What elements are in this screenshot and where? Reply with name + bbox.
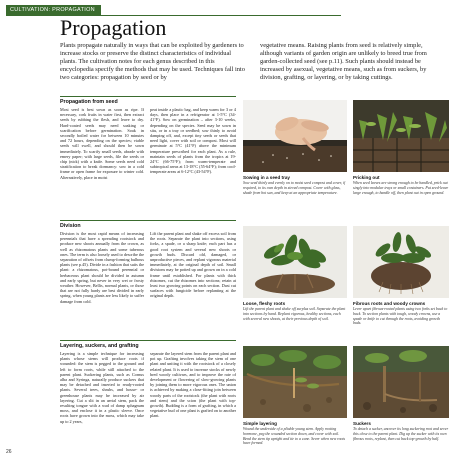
photo-caption-text: Lift the parent plant and shake off surplus soil. Separate the plant into sections by hand. Replant vigorous, healthy sections, each with several new shoots, at their previous depth of soil. — [243, 307, 346, 321]
layering-text-col1: Layering is a simple technique for increasing plants whose stems will produce roots if wounded: the stem is pegged to the ground and left to form roots, while still attached to the parent plant. Suckering plants, such as Cornus alba and Syringa, naturally produce suckers that may be detached and inserted to ready-rooted plants. Several trees, shrubs, and house- or greenhouse plants may be increased by air layering. Cut a slit in an aerial stem, pack the resulting tongue with a wad of damp sphagnum moss, and enclose it in a plastic sleeve. Once roots have grown into the moss, which may take up to 2 years, — [60, 351, 144, 424]
photo-caption-text: Wound the underside of a pliable young stem. Apply rooting hormone, peg the wounded section down, and cover with soil. Bend the stem tip upright and tie to a cane. Sever when new roots have formed. — [243, 427, 346, 446]
layering-text-col2: separate the layered stem from the parent plant and pot up. Grafting involves taking the stem of one plant and uniting it with the rootstock of a closely related plant. It is used to increase stocks of newly bred woody cultivars, and to improve the rate of development or flowering of slow-growing plants by joining them to more vigorous ones. The union is achieved by making a close-fitting join between woody parts of the rootstock (the plant with roots and stem) and the scion (the plant with top-growth). Budding is a form of grafting, in which a vegetative bud of one plant is grafted on to another plant. — [150, 351, 236, 419]
seed-heading: Propagation from seed — [60, 99, 118, 105]
seed-text-col2: peat inside a plastic bag, and keep warm for 3 or 4 days, then place in a refrigerator at 1-5°C (34-41°F). Sow on germination – after 3-10 weeks, depending on the species. Seed may be sown in situ, or in a tray or seedbed; sow thinly to avoid damping off, and, except tiny seeds or seeds that need light, cover with soil or compost. Most will germinate at 5°C (41°F) above the minimum temperature prescribed for each plant. As a rule, maintain seeds of plants from the tropics at 19-24°C (66-75°F); from warm-temperate and subtropical areas at 13-18°C (55-64°F); from cool-temperate areas at 6-12°C (43-54°F). — [150, 107, 236, 175]
photo-caption-title: Pricking out — [353, 175, 380, 180]
division-text-col2: Lift the parent plant and shake off excess soil from the roots. Separate the plant into sections, using forks, a spade, or a sharp knife; each part has a good root system and several new shoots or growth buds. Discard old, damaged, or unproductive pieces, and replant vigorous material immediately, at the original depth of soil. Small divisions may be potted up and grown on in a cold frame until established. For plants with thick rhizomes, cut the rhizomes into sections; retain at least two growing points on each section. Dust cut surfaces with fungicide before replanting at the original depth. — [150, 231, 236, 299]
seed-text-col1: Most seed is best sown as soon as ripe. If necessary, cork fruits in water first, then extract seeds by rubbing the flesh, and leave to dry. Hard-coated seeds may need soaking or scarification before germination. Soak in secondly boiled water for between 10 minutes and 72 hours, depending on the species; viable seeds will swell, and should then be sown immediately. To scarify small seeds, abrade with emery paper; with large seeds, file the seeds or chip (nick) with a knife. Some seeds need cold stratification to break dormancy: sow in a cold frame or open frame for exposure to winter cold. Alternatively, place in moist — [60, 107, 144, 180]
intro-left-column: Plants propagate naturally in ways that can be exploited by gardeners to increase stocks or preserve the distinct characteristics of individual plants. The cultivation notes for each genus described in this encyclopedia specify the methods that may be used. Techniques fall into two categories: propagation by seed or by — [60, 42, 245, 81]
photo-caption-text: When seed leaves are strong enough to be handled, prick out singly into modular trays or small containers. Put seed-leave large enough, to handle off, then plant out in open ground. — [353, 181, 449, 195]
photo-caption-title: Sowing in a seed tray — [243, 175, 290, 180]
sowing-photo — [243, 100, 347, 172]
running-head-label: CULTIVATION: PROPAGATION — [10, 7, 95, 13]
photo-caption-title: Suckers — [353, 421, 371, 426]
page-number: 26 — [6, 449, 12, 455]
section-rule — [60, 96, 236, 97]
photo-caption-text: To detach a sucker, uncover its long suckering root and sever this close to the parent plant. Dig up the sucker with its own fibrous roots, replant, then cut back top-growth by half. — [353, 427, 449, 441]
running-head-rule — [6, 15, 341, 16]
page-title: Propagation — [60, 15, 167, 40]
photo-caption-text: Lever apart fibrous-rooted plants using two forks set back to back. To section plants with tough, woody crowns, use a spade or knife to cut through the roots, avoiding growth buds. — [353, 307, 448, 326]
suckers-photo — [353, 346, 449, 418]
photo-caption-text: Sow seed thinly and evenly on to moist seed compost and cover, if required, to its own depth in sieved compost. Cover with glass, shade from hot sun, and keep at an appropriate temperature. — [243, 181, 346, 195]
division-text-col1: Division is the most rapid means of increasing perennials that have a spreading rootstock and produce new shoots annually from the crown, as well as rhizomatous plants and some tuberous ones. The term is also loosely used to describe the separation of offsets from clump-forming bulbous plants (see p.45). Divide in a fashion that suits the plant: a rhizomatous, pot-bound perennial or herbaceous plant should be divided in autumn and early spring, but never in very wet or frosty weather. However, Bellis, normal plants, or those that are not fully hardy are best divided in early spring, when young plants are less likely to suffer damage from cold. — [60, 231, 144, 304]
fibrous-roots-photo — [353, 226, 449, 298]
section-rule — [60, 220, 236, 221]
fleshy-roots-photo — [243, 226, 347, 298]
layering-photo — [243, 346, 347, 418]
division-heading: Division — [60, 223, 81, 229]
section-rule — [60, 340, 236, 341]
layering-heading: Layering, suckers, and grafting — [60, 343, 139, 349]
running-head — [6, 5, 101, 15]
intro-right-column: vegetative means. Raising plants from seed is relatively simple, although variants of garden origin are unlikely to breed true from garden-collected seed (see p.11). Such plants should instead be increased by asexual, vegetative means, such as from suckers, by division, grafting, or layering, or by taking cuttings. — [260, 42, 427, 81]
photo-caption-title: Fibrous roots and woody crowns — [353, 301, 426, 306]
photo-caption-title: Loose, fleshy roots — [243, 301, 286, 306]
photo-caption-title: Simple layering — [243, 421, 277, 426]
intro-paragraph — [60, 42, 449, 82]
pricking-out-photo — [353, 100, 449, 172]
